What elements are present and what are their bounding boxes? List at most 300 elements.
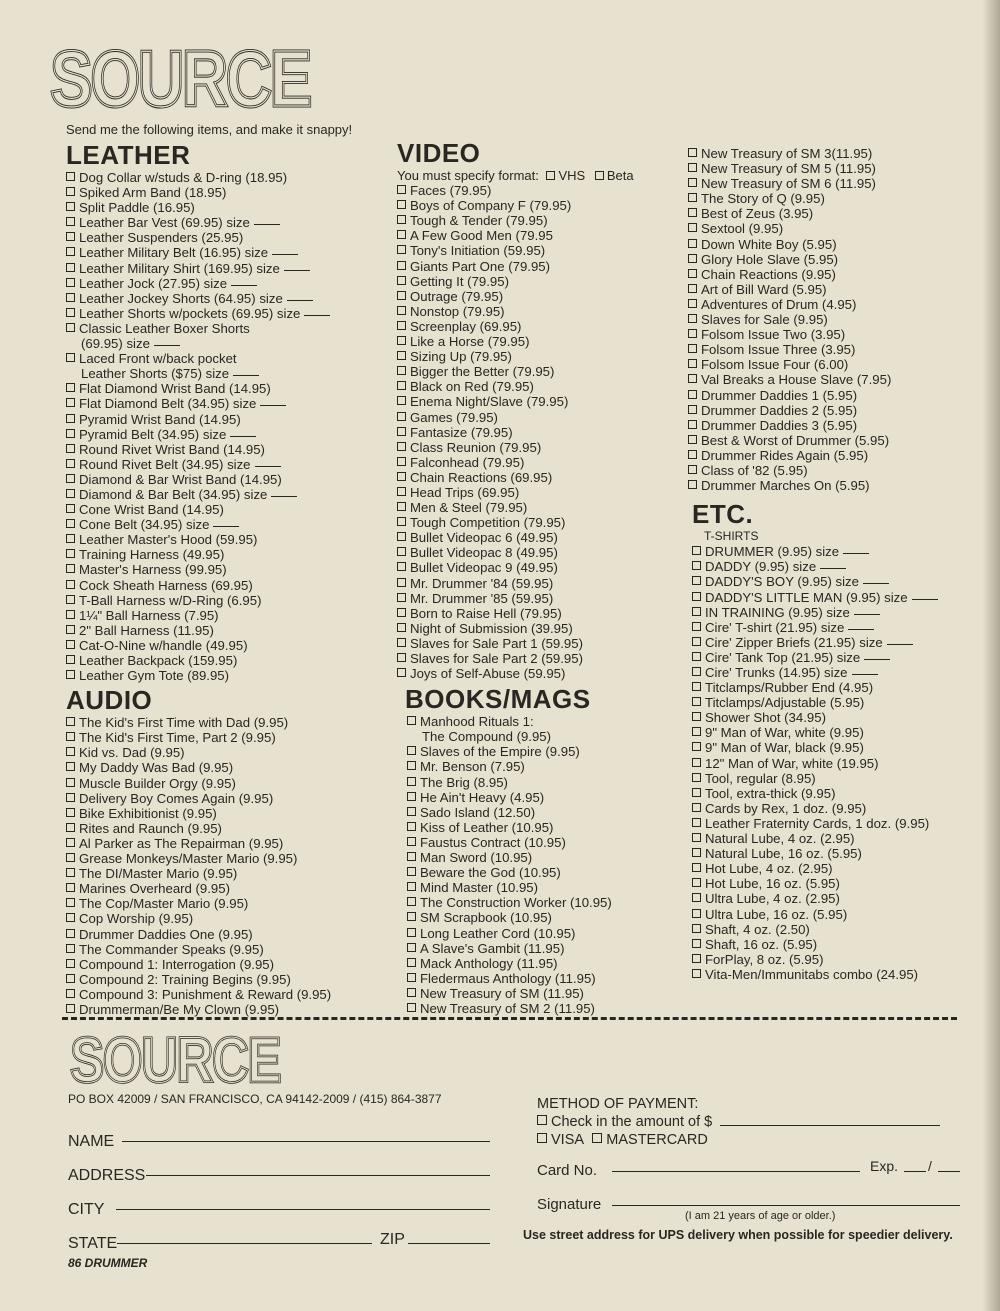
item-checkbox[interactable] [397, 306, 406, 315]
item-label: Fledermaus Anthology (11.95) [420, 970, 596, 986]
item-checkbox[interactable] [66, 172, 75, 181]
item-label: Cock Sheath Harness (69.95) [79, 577, 253, 593]
item-checkbox[interactable] [66, 838, 75, 847]
list-item [397, 319, 687, 334]
item-checkbox[interactable] [66, 353, 75, 362]
source-logo [48, 42, 313, 114]
item-label: The Compound (9.95) [422, 729, 552, 745]
item-label: Drummerman/Be My Clown (9.95) [79, 1001, 280, 1017]
list-item [397, 576, 687, 591]
item-checkbox[interactable] [692, 742, 701, 751]
item-checkbox[interactable] [66, 323, 75, 332]
size-field[interactable] [843, 553, 869, 554]
item-checkbox[interactable] [692, 637, 701, 646]
item-checkbox[interactable] [407, 912, 416, 921]
item-checkbox[interactable] [66, 823, 75, 832]
item-checkbox[interactable] [66, 732, 75, 741]
item-checkbox[interactable] [407, 897, 416, 906]
item-checkbox[interactable] [66, 474, 75, 483]
item-checkbox[interactable] [66, 429, 75, 438]
list-item [66, 776, 386, 791]
item-checkbox[interactable] [688, 344, 697, 353]
item-checkbox[interactable] [692, 622, 701, 631]
item-checkbox[interactable] [66, 625, 75, 634]
item-checkbox[interactable] [66, 640, 75, 649]
list-item [66, 245, 386, 260]
item-checkbox[interactable] [66, 959, 75, 968]
item-checkbox[interactable] [688, 163, 697, 172]
size-field[interactable] [287, 300, 313, 301]
list-item [66, 306, 386, 321]
item-label: Round Rivet Wrist Band (14.95) [79, 441, 265, 457]
list-item [407, 865, 687, 880]
item-checkbox[interactable] [688, 284, 697, 293]
age-note: (I am 21 years of age or older.) [685, 1210, 836, 1222]
size-field[interactable] [864, 659, 890, 660]
list-item [66, 1002, 386, 1017]
item-label: Leather Bar Vest (69.95) size [79, 215, 250, 231]
item-checkbox[interactable] [397, 336, 406, 345]
item-checkbox[interactable] [692, 727, 701, 736]
etc-list [692, 544, 988, 982]
list-item [407, 820, 687, 835]
item-label: New Treasury of SM (11.95) [420, 985, 584, 1001]
list-item [407, 880, 687, 895]
item-checkbox[interactable] [397, 472, 406, 481]
item-checkbox[interactable] [66, 564, 75, 573]
item-checkbox[interactable] [692, 863, 701, 872]
item-checkbox[interactable] [688, 223, 697, 232]
state-field[interactable] [117, 1242, 372, 1244]
item-label: Folsom Issue Three (3.95) [701, 342, 856, 358]
item-checkbox[interactable] [397, 442, 406, 451]
item-checkbox[interactable] [66, 944, 75, 953]
item-checkbox[interactable] [692, 939, 701, 948]
item-label: Best of Zeus (3.95) [701, 206, 814, 222]
item-label: Pyramid Wrist Band (14.95) [79, 411, 241, 427]
item-checkbox[interactable] [692, 848, 701, 857]
name-field[interactable] [122, 1140, 490, 1142]
size-field[interactable] [154, 345, 180, 346]
item-checkbox[interactable] [66, 504, 75, 513]
item-checkbox[interactable] [407, 973, 416, 982]
mastercard-label: MASTERCARD [606, 1132, 708, 1148]
item-label: Flat Diamond Belt (34.95) size [79, 396, 257, 412]
item-checkbox[interactable] [397, 381, 406, 390]
item-checkbox[interactable] [66, 580, 75, 589]
item-label: Fantasize (79.95) [410, 424, 513, 440]
item-label: Drummer Rides Again (5.95) [701, 447, 869, 463]
size-field[interactable] [854, 614, 880, 615]
list-item [66, 396, 386, 411]
item-label: Folsom Issue Two (3.95) [701, 327, 846, 343]
item-checkbox[interactable] [397, 593, 406, 602]
item-label: Training Harness (49.95) [79, 547, 225, 563]
item-label: Bigger the Better (79.95) [410, 364, 555, 380]
item-checkbox[interactable] [397, 578, 406, 587]
item-checkbox[interactable] [692, 607, 701, 616]
video-list [397, 183, 687, 681]
item-checkbox[interactable] [66, 974, 75, 983]
item-checkbox[interactable] [397, 517, 406, 526]
item-label: The DI/Master Mario (9.95) [79, 866, 238, 882]
item-checkbox[interactable] [66, 414, 75, 423]
list-item [407, 956, 687, 971]
item-checkbox[interactable] [692, 697, 701, 706]
item-checkbox[interactable] [66, 717, 75, 726]
audio-list [66, 715, 386, 1017]
item-checkbox[interactable] [66, 747, 75, 756]
item-checkbox[interactable] [688, 239, 697, 248]
item-checkbox[interactable] [692, 652, 701, 661]
item-checkbox[interactable] [397, 532, 406, 541]
size-field[interactable] [304, 315, 330, 316]
item-checkbox[interactable] [66, 853, 75, 862]
item-checkbox[interactable] [688, 208, 697, 217]
item-checkbox[interactable] [397, 321, 406, 330]
item-checkbox[interactable] [66, 989, 75, 998]
list-item [397, 470, 687, 485]
item-label: Black on Red (79.95) [410, 379, 534, 395]
item-checkbox[interactable] [397, 638, 406, 647]
item-checkbox[interactable] [692, 576, 701, 585]
size-field[interactable] [863, 583, 889, 584]
item-checkbox[interactable] [66, 762, 75, 771]
list-item [66, 412, 386, 427]
item-checkbox[interactable] [397, 366, 406, 375]
item-checkbox[interactable] [397, 276, 406, 285]
item-checkbox[interactable] [407, 852, 416, 861]
item-label: Leather Jockey Shorts (64.95) size [79, 290, 283, 306]
item-checkbox[interactable] [397, 185, 406, 194]
item-checkbox[interactable] [66, 247, 75, 256]
list-item [407, 1001, 687, 1016]
item-checkbox[interactable] [397, 200, 406, 209]
list-item [407, 986, 687, 1001]
list-item [688, 463, 988, 478]
list-item [407, 835, 687, 850]
item-checkbox[interactable] [688, 435, 697, 444]
item-checkbox[interactable] [407, 716, 416, 725]
list-item [692, 816, 988, 831]
item-checkbox[interactable] [688, 480, 697, 489]
check-checkbox[interactable] [537, 1115, 547, 1125]
size-field[interactable] [213, 526, 239, 527]
item-label: Art of Bill Ward (5.95) [701, 281, 827, 297]
item-checkbox[interactable] [692, 878, 701, 887]
item-checkbox[interactable] [66, 293, 75, 302]
list-item [688, 433, 988, 448]
item-checkbox[interactable] [407, 882, 416, 891]
list-item [688, 176, 988, 191]
item-checkbox[interactable] [688, 269, 697, 278]
size-field[interactable] [912, 599, 938, 600]
item-checkbox[interactable] [692, 773, 701, 782]
city-field[interactable] [116, 1208, 490, 1210]
size-field[interactable] [230, 436, 256, 437]
item-checkbox[interactable] [66, 308, 75, 317]
item-checkbox[interactable] [397, 261, 406, 270]
item-checkbox[interactable] [397, 608, 406, 617]
list-item [692, 620, 988, 635]
size-field[interactable] [272, 254, 298, 255]
item-checkbox[interactable] [66, 898, 75, 907]
item-checkbox[interactable] [397, 502, 406, 511]
mastercard-checkbox[interactable] [592, 1133, 602, 1143]
item-label: Enema Night/Slave (79.95) [410, 394, 569, 410]
item-checkbox[interactable] [397, 230, 406, 239]
list-item [692, 952, 988, 967]
item-checkbox[interactable] [66, 670, 75, 679]
item-checkbox[interactable] [688, 405, 697, 414]
item-checkbox[interactable] [397, 547, 406, 556]
item-checkbox[interactable] [66, 202, 75, 211]
item-checkbox[interactable] [688, 390, 697, 399]
list-item [66, 502, 386, 517]
item-checkbox[interactable] [397, 668, 406, 677]
item-checkbox[interactable] [692, 546, 701, 555]
list-item [66, 972, 386, 987]
item-checkbox[interactable] [66, 232, 75, 241]
beta-checkbox[interactable] [595, 171, 604, 180]
item-label: 1¼" Ball Harness (7.95) [79, 607, 219, 623]
item-label: Class of '82 (5.95) [701, 462, 808, 478]
item-checkbox[interactable] [397, 351, 406, 360]
item-checkbox[interactable] [397, 623, 406, 632]
list-item [66, 215, 386, 230]
item-checkbox[interactable] [692, 924, 701, 933]
item-checkbox[interactable] [397, 653, 406, 662]
item-label: Slaves of the Empire (9.95) [420, 744, 580, 760]
item-checkbox[interactable] [66, 913, 75, 922]
vhs-checkbox[interactable] [546, 171, 555, 180]
list-item [66, 321, 386, 336]
item-label: Bike Exhibitionist (9.95) [79, 805, 217, 821]
item-label: Leather Master's Hood (59.95) [79, 532, 258, 548]
item-checkbox[interactable] [66, 489, 75, 498]
list-item [397, 410, 687, 425]
item-checkbox[interactable] [66, 549, 75, 558]
item-label: Compound 3: Punishment & Reward (9.95) [79, 986, 332, 1002]
item-checkbox[interactable] [692, 667, 701, 676]
item-checkbox[interactable] [66, 217, 75, 226]
list-item [397, 213, 687, 228]
item-label: DADDY'S LITTLE MAN (9.95) size [705, 589, 908, 605]
size-field[interactable] [231, 285, 257, 286]
zip-row [380, 1231, 405, 1249]
size-field[interactable] [260, 405, 286, 406]
item-checkbox[interactable] [66, 793, 75, 802]
size-field[interactable] [271, 496, 297, 497]
item-label: Cop Worship (9.95) [79, 911, 194, 927]
visa-checkbox[interactable] [537, 1133, 547, 1143]
signature-label: Signature [537, 1196, 602, 1213]
item-checkbox[interactable] [66, 383, 75, 392]
item-checkbox[interactable] [407, 746, 416, 755]
item-label: Compound 1: Interrogation (9.95) [79, 956, 274, 972]
item-checkbox[interactable] [397, 215, 406, 224]
size-field[interactable] [284, 270, 310, 271]
item-label: Cire' Trunks (14.95) size [705, 665, 848, 680]
item-checkbox[interactable] [66, 187, 75, 196]
size-field[interactable] [887, 644, 913, 645]
item-checkbox[interactable] [407, 837, 416, 846]
item-checkbox[interactable] [397, 412, 406, 421]
item-label: (69.95) size [81, 336, 150, 352]
item-checkbox[interactable] [66, 1004, 75, 1013]
item-label: Screenplay (69.95) [410, 318, 522, 334]
item-checkbox[interactable] [397, 562, 406, 571]
item-checkbox[interactable] [407, 943, 416, 952]
item-checkbox[interactable] [66, 883, 75, 892]
item-checkbox[interactable] [397, 245, 406, 254]
item-label: Down White Boy (5.95) [701, 236, 837, 252]
item-checkbox[interactable] [407, 792, 416, 801]
list-item [397, 485, 687, 500]
item-checkbox[interactable] [407, 822, 416, 831]
item-checkbox[interactable] [688, 359, 697, 368]
item-checkbox[interactable] [66, 778, 75, 787]
item-checkbox[interactable] [692, 954, 701, 963]
list-item [66, 821, 386, 836]
item-checkbox[interactable] [397, 487, 406, 496]
list-item [688, 448, 988, 463]
item-label: Tough & Tender (79.95) [410, 213, 548, 229]
item-checkbox[interactable] [66, 534, 75, 543]
item-checkbox[interactable] [692, 758, 701, 767]
check-amount-field[interactable] [720, 1125, 940, 1126]
item-checkbox[interactable] [407, 777, 416, 786]
signature-field[interactable] [612, 1204, 960, 1206]
list-item [66, 638, 386, 653]
item-checkbox[interactable] [407, 988, 416, 997]
item-checkbox[interactable] [692, 803, 701, 812]
item-checkbox[interactable] [692, 833, 701, 842]
list-item [692, 861, 988, 876]
video-format-prefix: You must specify format: [397, 168, 539, 183]
item-checkbox[interactable] [66, 444, 75, 453]
item-checkbox[interactable] [688, 314, 697, 323]
item-checkbox[interactable] [407, 807, 416, 816]
list-item [692, 559, 988, 574]
item-checkbox[interactable] [692, 909, 701, 918]
item-checkbox[interactable] [66, 655, 75, 664]
address-field[interactable] [146, 1174, 490, 1176]
item-checkbox[interactable] [66, 278, 75, 287]
list-item [66, 547, 386, 562]
exp-month-field[interactable] [904, 1170, 926, 1172]
size-field[interactable] [254, 224, 280, 225]
item-checkbox[interactable] [688, 450, 697, 459]
item-checkbox[interactable] [407, 958, 416, 967]
card-number-field[interactable] [612, 1170, 860, 1172]
list-item [66, 336, 386, 351]
item-checkbox[interactable] [66, 459, 75, 468]
item-checkbox[interactable] [692, 969, 701, 978]
item-checkbox[interactable] [688, 254, 697, 263]
size-field[interactable] [233, 375, 259, 376]
item-checkbox[interactable] [692, 682, 701, 691]
mailing-address: PO BOX 42009 / SAN FRANCISCO, CA 94142-2009 / (415) 864-3877 [68, 1092, 442, 1106]
item-checkbox[interactable] [688, 420, 697, 429]
item-checkbox[interactable] [397, 291, 406, 300]
item-checkbox[interactable] [66, 595, 75, 604]
item-checkbox[interactable] [397, 427, 406, 436]
item-checkbox[interactable] [66, 263, 75, 272]
item-checkbox[interactable] [688, 299, 697, 308]
item-label: Al Parker as The Repairman (9.95) [79, 835, 284, 851]
size-field[interactable] [848, 629, 874, 630]
item-checkbox[interactable] [692, 788, 701, 797]
item-checkbox[interactable] [688, 178, 697, 187]
item-checkbox[interactable] [692, 592, 701, 601]
exp-row [870, 1158, 898, 1174]
item-checkbox[interactable] [692, 893, 701, 902]
item-checkbox[interactable] [66, 519, 75, 528]
item-checkbox[interactable] [397, 396, 406, 405]
item-label: Born to Raise Hell (79.95) [410, 605, 562, 621]
zip-field[interactable] [408, 1242, 490, 1244]
size-field[interactable] [820, 568, 846, 569]
item-label: Muscle Builder Orgy (9.95) [79, 775, 236, 791]
list-item [692, 967, 988, 982]
item-checkbox[interactable] [407, 761, 416, 770]
item-checkbox[interactable] [688, 465, 697, 474]
size-field[interactable] [852, 674, 878, 675]
list-item [407, 775, 687, 790]
list-item [692, 665, 988, 680]
list-item [66, 730, 386, 745]
list-item [66, 745, 386, 760]
list-item [688, 342, 988, 357]
item-checkbox[interactable] [688, 193, 697, 202]
item-label: Cat-O-Nine w/handle (49.95) [79, 637, 248, 653]
size-field[interactable] [255, 466, 281, 467]
item-checkbox[interactable] [688, 329, 697, 338]
item-checkbox[interactable] [397, 457, 406, 466]
list-item [688, 206, 988, 221]
city-label: CITY [68, 1201, 105, 1218]
item-label: Titclamps/Rubber End (4.95) [705, 680, 874, 696]
item-label: Leather Fraternity Cards, 1 doz. (9.95) [705, 815, 930, 831]
item-checkbox[interactable] [407, 1003, 416, 1012]
zip-label: ZIP [380, 1231, 405, 1248]
list-item [692, 574, 988, 589]
list-item [407, 729, 687, 744]
item-checkbox[interactable] [66, 868, 75, 877]
item-checkbox[interactable] [66, 929, 75, 938]
list-item [66, 457, 386, 472]
exp-year-field[interactable] [938, 1170, 960, 1172]
item-checkbox[interactable] [66, 398, 75, 407]
item-checkbox[interactable] [692, 561, 701, 570]
list-item [66, 578, 386, 593]
item-checkbox[interactable] [692, 818, 701, 827]
item-checkbox[interactable] [66, 808, 75, 817]
list-item [688, 221, 988, 236]
item-checkbox[interactable] [692, 712, 701, 721]
item-checkbox[interactable] [407, 928, 416, 937]
item-label: Flat Diamond Wrist Band (14.95) [79, 381, 271, 397]
item-checkbox[interactable] [688, 148, 697, 157]
list-item [688, 357, 988, 372]
item-checkbox[interactable] [66, 610, 75, 619]
item-label: Pyramid Belt (34.95) size [79, 426, 227, 442]
list-item [397, 364, 687, 379]
item-checkbox[interactable] [407, 867, 416, 876]
item-label: Glory Hole Slave (5.95) [701, 251, 839, 267]
item-checkbox[interactable] [688, 374, 697, 383]
